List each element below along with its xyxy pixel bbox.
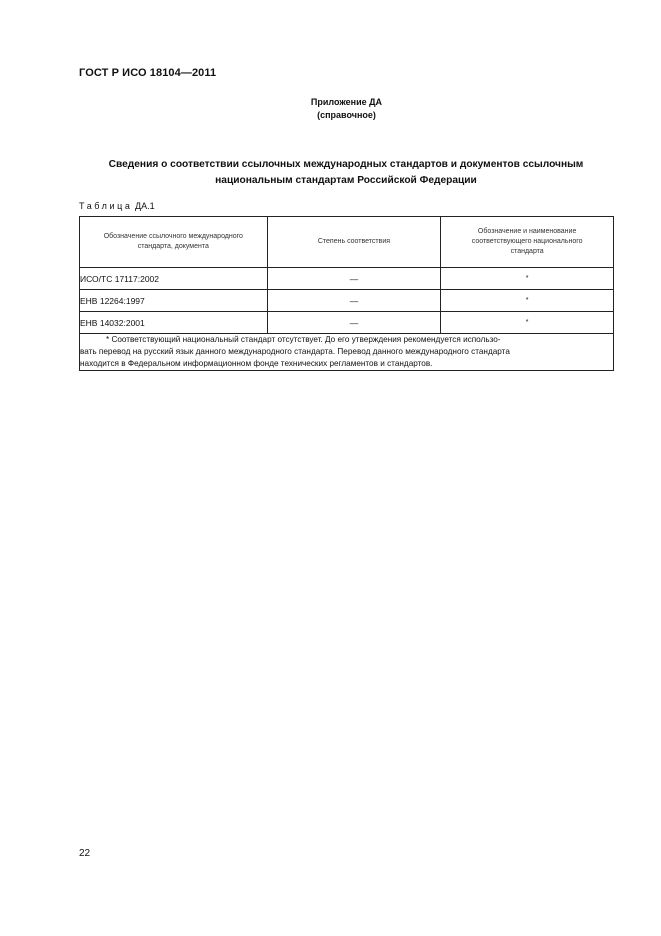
table-row: [80, 312, 614, 334]
table-row: [80, 268, 614, 290]
cell-reference: ИСО/ТС 17117:2002: [80, 268, 268, 290]
appendix-subtitle: (справочное): [317, 110, 376, 120]
cell-national: *: [441, 268, 614, 290]
footnote-line-1: * Соответствующий национальный стандарт отсутствует. До его утверждения рекомендуется использо-: [106, 335, 501, 344]
footnote-line-3: находится в Федеральном информационном фонде технических регламентов и стандартов.: [80, 359, 433, 368]
table-label-id: ДА.1: [135, 201, 155, 211]
cell-national: *: [441, 312, 614, 334]
table-note-row: [80, 334, 614, 371]
correspondence-table: [79, 216, 614, 371]
column-header-reference: Обозначение ссылочного международного стандарта, документа: [80, 217, 268, 268]
section-heading-line-2: национальным стандартам Российской Федерации: [215, 175, 477, 186]
cell-reference: ЕНВ 14032:2001: [80, 312, 268, 334]
table-label: [79, 201, 155, 211]
column-header-national: Обозначение и наименование соответствующего национального стандарта: [441, 217, 614, 268]
cell-degree: —: [267, 268, 441, 290]
cell-national: *: [441, 290, 614, 312]
column-header-degree: Степень соответствия: [267, 217, 441, 268]
table-header-row: [80, 217, 614, 268]
table-label-prefix: Таблица: [79, 201, 133, 211]
section-heading: [79, 157, 613, 189]
cell-degree: —: [267, 312, 441, 334]
table-footnote: [80, 334, 614, 371]
page-number: 22: [79, 848, 91, 859]
cell-degree: —: [267, 290, 441, 312]
section-heading-line-1: Сведения о соответствии ссылочных международных стандартов и документов ссылочным: [108, 159, 584, 170]
appendix-title: Приложение ДА: [310, 97, 383, 107]
footnote-line-2: вать перевод на русский язык данного международного стандарта. Перевод данного международного стандарта: [80, 347, 510, 356]
document-code: ГОСТ Р ИСО 18104—2011: [79, 67, 217, 79]
appendix-block: [0, 96, 661, 122]
table-row: [80, 290, 614, 312]
cell-reference: ЕНВ 12264:1997: [80, 290, 268, 312]
